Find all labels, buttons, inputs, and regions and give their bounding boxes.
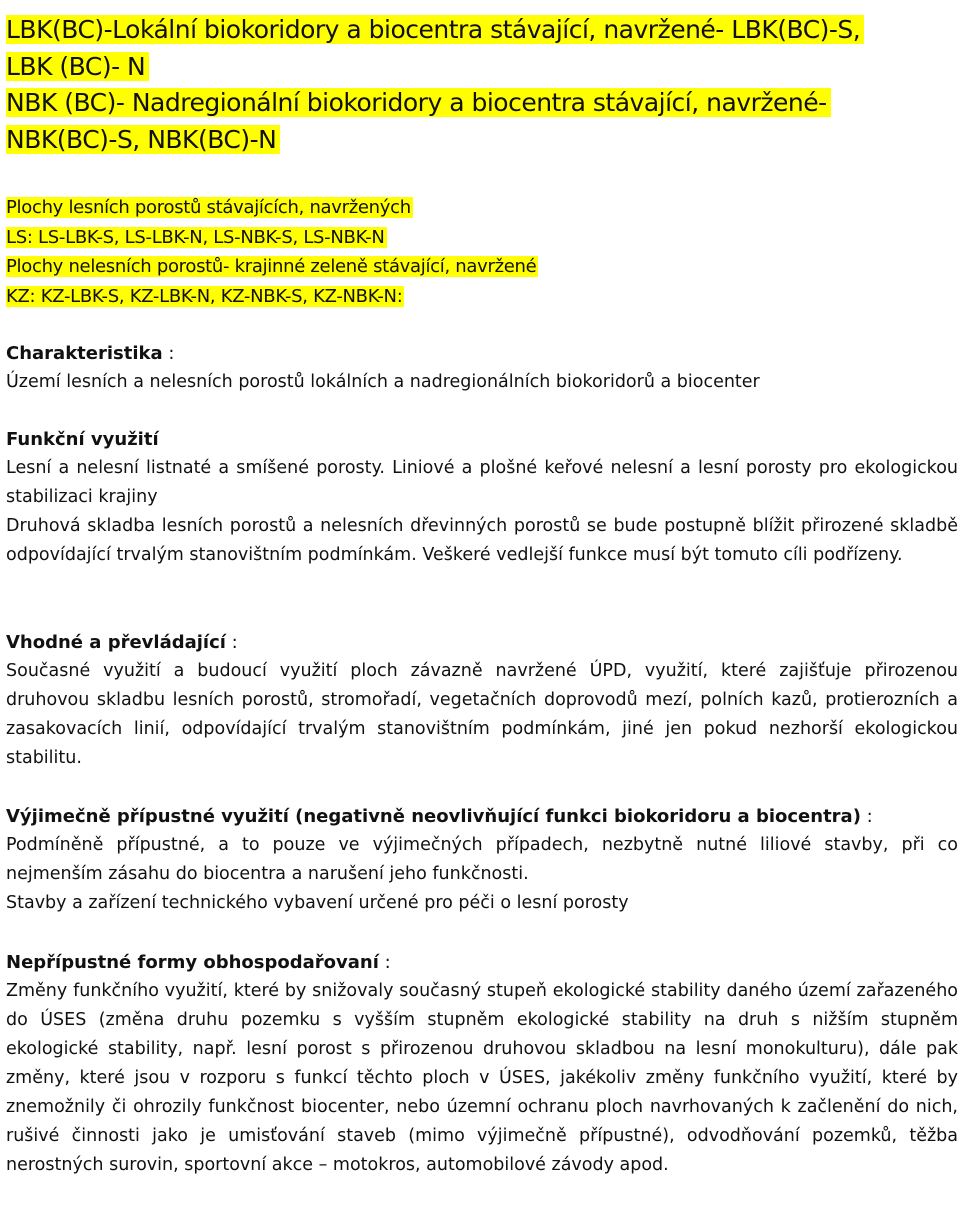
plochy-line: Plochy nelesních porostů- krajinné zeleně stávající, navržené bbox=[6, 256, 537, 277]
nepripustne-section bbox=[6, 948, 958, 1180]
section-heading: Charakteristika : bbox=[6, 343, 175, 364]
title-line: LBK(BC)-Lokální biokoridory a biocentra stávající, navržené- LBK(BC)-S, bbox=[6, 12, 864, 49]
plochy-line: Plochy lesních porostů stávajících, navržených bbox=[6, 197, 411, 218]
title-line: NBK(BC)-S, NBK(BC)-N bbox=[6, 122, 864, 159]
vyjimecne-section bbox=[6, 802, 958, 918]
section-heading: Nepřípustné formy obhospodařovaní : bbox=[6, 952, 391, 973]
section-text: Lesní a nelesní listnaté a smíšené porosty. Liniové a plošné keřové nelesní a lesní porosty pro ekologickou stabilizaci krajiny bbox=[6, 458, 958, 507]
plochy-block bbox=[6, 193, 538, 311]
section-heading: Funkční využití bbox=[6, 429, 159, 450]
plochy-line: LS: LS-LBK-S, LS-LBK-N, LS-NBK-S, LS-NBK-N bbox=[6, 226, 385, 248]
title-line: NBK (BC)- Nadregionální biokoridory a biocentra stávající, navržené- bbox=[6, 85, 864, 122]
section-text: Druhová skladba lesních porostů a nelesních dřevinných porostů se bude postupně blížit přirozené skladbě odpovídající trvalým stanovištním podmínkám. Veškeré vedlejší funkce musí být tomuto cíli podřízeny. bbox=[6, 516, 958, 565]
section-text: Změny funkčního využití, které by snižovaly současný stupeň ekologické stability daného území zařazeného do ÚSES (změna druhu pozemku s vyšším stupněm ekologické stability na druh s nižším stupněm ekologické stability, např. lesní porost s přirozenou druhovou skladbou na lesní monokulturu), dále pak změny, které jsou v rozporu s funkcí těchto ploch v ÚSES, jakékoliv změny funkčního využití, které by znemožnily či ohrozily funkčnost biocenter, nebo územní ochranu ploch navrhovaných k začlenění do nich, rušivé činnosti jako je umisťování staveb (mimo výjimečně přípustné), odvodňování pozemků, těžba nerostných surovin, sportovní akce – motokros, automobilové závody apod. bbox=[6, 981, 958, 1175]
section-text: Podmíněně přípustné, a to pouze ve výjimečných případech, nezbytně nutné liliové stavby, při co nejmenším zásahu do biocentra a narušení jeho funkčnosti. bbox=[6, 835, 958, 884]
funkcni-section bbox=[6, 425, 958, 570]
title-block bbox=[6, 12, 864, 158]
section-heading: Vhodné a převládající : bbox=[6, 632, 238, 653]
title-line: LBK (BC)- N bbox=[6, 49, 864, 86]
section-heading: Výjimečně přípustné využití (negativně neovlivňující funkci biokoridoru a biocentra) : bbox=[6, 806, 873, 827]
section-text: Území lesních a nelesních porostů lokálních a nadregionálních biokoridorů a biocenter bbox=[6, 372, 760, 392]
section-text: Současné využití a budoucí využití ploch závazně navržené ÚPD, využití, které zajišťuje přirozenou druhovou skladbu lesních porostů, stromořadí, vegetačních doprovodů mezí, polních kazů, protierozních a zasakovacích linií, odpovídající trvalým stanovištním podmínkám, jiné jen pokud nezhorší ekologickou stabilitu. bbox=[6, 661, 958, 768]
plochy-line: KZ: KZ-LBK-S, KZ-LBK-N, KZ-NBK-S, KZ-NBK-N: bbox=[6, 285, 403, 307]
vhodne-section bbox=[6, 628, 958, 773]
charakteristika-section bbox=[6, 339, 958, 397]
section-text: Stavby a zařízení technického vybavení určené pro péči o lesní porosty bbox=[6, 893, 629, 913]
